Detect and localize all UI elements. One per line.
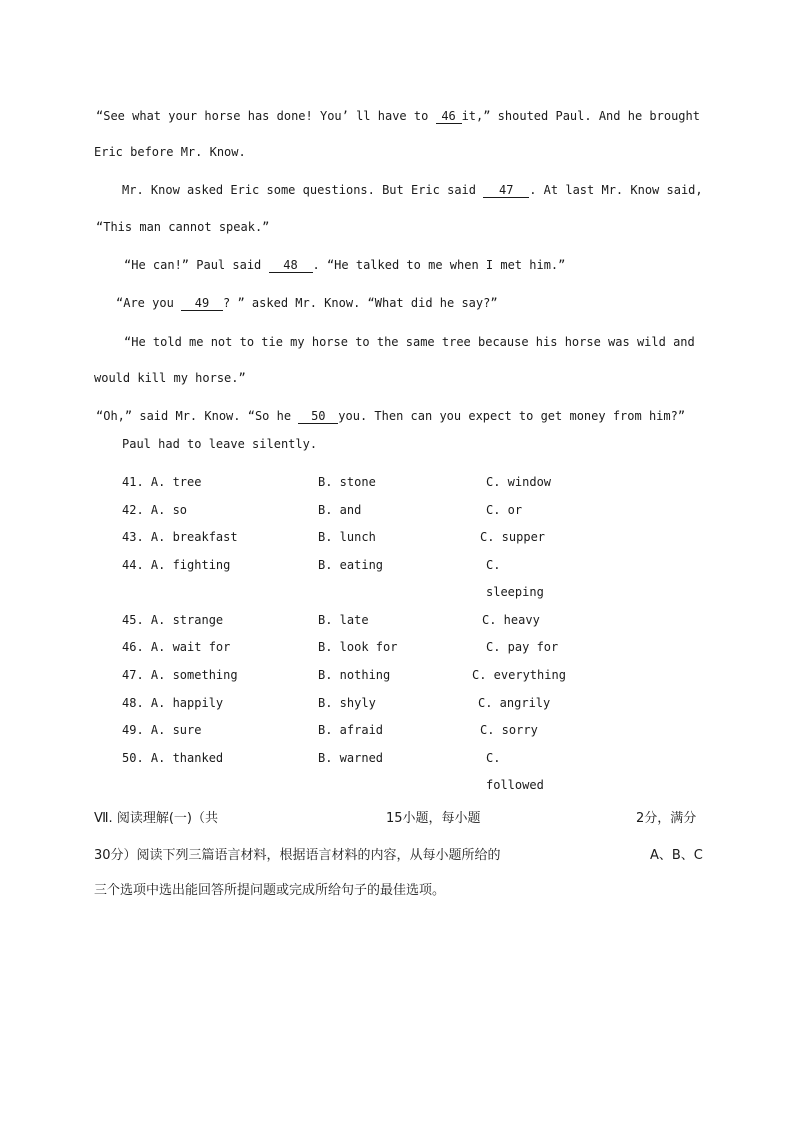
section-heading-part3: 2分，满分 xyxy=(636,811,697,826)
passage-line-1 xyxy=(96,108,700,124)
passage-text: . At last Mr. Know said, xyxy=(529,183,703,197)
option-42-c: C. or xyxy=(486,503,523,517)
option-50-c: C. xyxy=(486,751,501,765)
option-44-c: C. xyxy=(486,558,501,572)
section-heading-part1: Ⅶ. 阅读理解(一)（共 xyxy=(94,811,218,826)
passage-text: “See what your horse has done! You’ ll have to xyxy=(96,109,436,123)
blank-49: 49 xyxy=(181,296,223,311)
passage-text: “This man cannot speak.” xyxy=(96,220,270,234)
blank-46: 46 xyxy=(436,109,462,124)
option-42-a: 42. A. so xyxy=(122,503,188,517)
option-46-a: 46. A. wait for xyxy=(122,640,231,654)
passage-text: Mr. Know asked Eric some questions. But Eric said xyxy=(122,183,484,197)
option-46-b: B. look for xyxy=(318,640,398,654)
passage-line-6 xyxy=(116,295,498,311)
passage-line-8 xyxy=(94,370,246,386)
section-instruction-part1: 30分）阅读下列三篇语言材料，根据语言材料的内容，从每小题所给的 xyxy=(94,848,501,863)
option-47-a: 47. A. something xyxy=(122,668,238,682)
section-heading-part2: 15小题，每小题 xyxy=(386,811,481,826)
option-41-b: B. stone xyxy=(318,475,376,489)
passage-text: Paul had to leave silently. xyxy=(122,437,318,451)
passage-text: “Oh,” said Mr. Know. “So he xyxy=(96,409,299,423)
passage-line-4 xyxy=(96,219,269,235)
passage-line-10 xyxy=(122,436,317,452)
passage-text: “He told me not to tie my horse to the same tree because his horse was wild and xyxy=(124,335,695,349)
option-46-c: C. pay for xyxy=(486,640,559,654)
passage-text: ? ” asked Mr. Know. “What did he say?” xyxy=(223,296,498,310)
option-45-c: C. heavy xyxy=(482,613,540,627)
option-48-b: B. shyly xyxy=(318,696,376,710)
passage-text: would kill my horse.” xyxy=(94,371,246,385)
option-50-a: 50. A. thanked xyxy=(122,751,224,765)
blank-47: 47 xyxy=(483,183,529,198)
option-41-a: 41. A. tree xyxy=(122,475,202,489)
passage-line-7 xyxy=(124,334,695,350)
passage-text: Eric before Mr. Know. xyxy=(94,145,246,159)
option-47-b: B. nothing xyxy=(318,668,391,682)
passage-text: it,” shouted Paul. And he brought xyxy=(461,109,700,123)
option-44-b: B. eating xyxy=(318,558,384,572)
blank-48: 48 xyxy=(269,258,313,273)
option-42-b: B. and xyxy=(318,503,362,517)
blank-50: 50 xyxy=(298,409,338,424)
option-45-a: 45. A. strange xyxy=(122,613,224,627)
section-instruction-part2: A、B、C xyxy=(650,848,703,863)
option-43-b: B. lunch xyxy=(318,530,376,544)
option-48-a: 48. A. happily xyxy=(122,696,224,710)
option-47-c: C. everything xyxy=(472,668,566,682)
option-43-a: 43. A. breakfast xyxy=(122,530,238,544)
option-49-b: B. afraid xyxy=(318,723,384,737)
option-50-b: B. warned xyxy=(318,751,384,765)
passage-line-3 xyxy=(122,182,703,198)
option-44-a: 44. A. fighting xyxy=(122,558,231,572)
passage-text: you. Then can you expect to get money from him?” xyxy=(338,409,686,423)
passage-text: . “He talked to me when I met him.” xyxy=(312,258,566,272)
option-41-c: C. window xyxy=(486,475,552,489)
option-44-c-text: sleeping xyxy=(486,585,544,599)
passage-line-2 xyxy=(94,144,246,160)
passage-line-9 xyxy=(96,408,685,424)
passage-line-5 xyxy=(124,257,565,273)
option-43-c: C. supper xyxy=(480,530,546,544)
option-50-c-text: followed xyxy=(486,778,544,792)
option-45-b: B. late xyxy=(318,613,369,627)
option-49-c: C. sorry xyxy=(480,723,538,737)
option-48-c: C. angrily xyxy=(478,696,551,710)
passage-text: “Are you xyxy=(116,296,182,310)
option-49-a: 49. A. sure xyxy=(122,723,202,737)
passage-text: “He can!” Paul said xyxy=(124,258,269,272)
section-instruction-line2: 三个选项中选出能回答所提问题或完成所给句子的最佳选项。 xyxy=(94,883,446,898)
